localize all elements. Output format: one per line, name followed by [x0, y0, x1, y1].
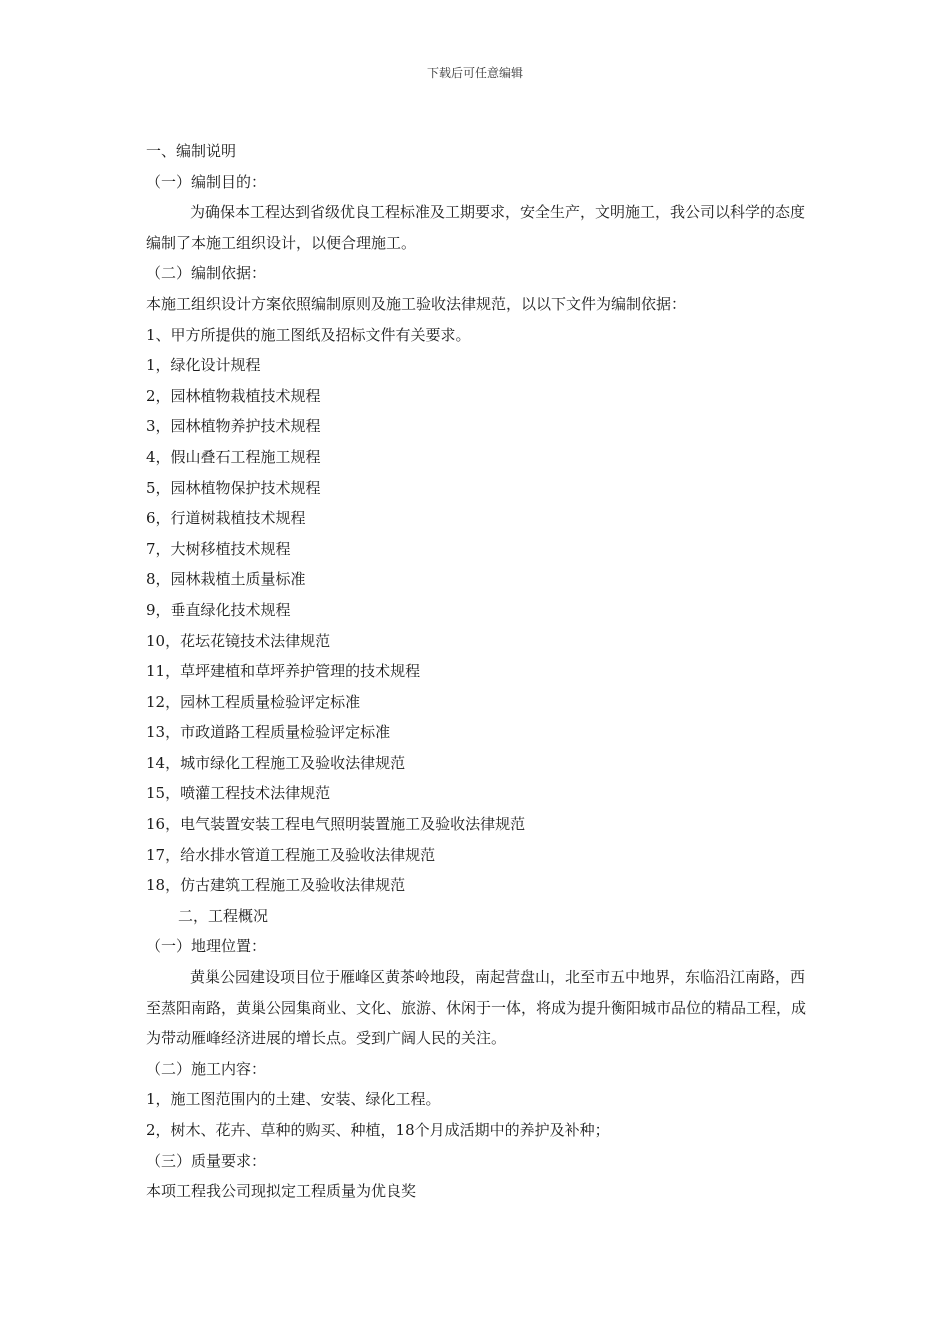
list-item: 1，施工图范围内的土建、安装、绿化工程。: [146, 1090, 441, 1109]
page-header-note: 下载后可任意编辑: [426, 66, 523, 80]
subsection-heading: （二）编制依据：: [146, 264, 267, 283]
section-title: 一、编制说明: [146, 142, 237, 160]
subsection-heading: （一）地理位置：: [146, 937, 267, 956]
section-title: 二，工程概况: [178, 906, 269, 925]
list-item: 1，绿化设计规程: [146, 356, 261, 375]
paragraph: 黄巢公园建设项目位于雁峰区黄茶岭地段，南起营盘山，北至市五中地界，东临沿江南路，西至蒸阳南路，黄巢公园集商业、文化、旅游、休闲于一体，将成为提升衡阳城市品位的精品工程，成为带动雁峰经济进展的增长点。受到广阔人民的关注。: [146, 968, 807, 1048]
subsection-heading: （三）质量要求：: [146, 1151, 267, 1170]
list-item: 7，大树移植技术规程: [146, 539, 291, 558]
subsection-heading: （一）编制目的：: [146, 172, 267, 191]
list-item: 18，仿古建筑工程施工及验收法律规范: [146, 876, 406, 895]
paragraph: 为确保本工程达到省级优良工程标准及工期要求，安全生产，文明施工，我公司以科学的态度编制了本施工组织设计，以便合理施工。: [146, 203, 806, 252]
list-item: 1、甲方所提供的施工图纸及招标文件有关要求。: [146, 325, 471, 344]
list-item: 9，垂直绿化技术规程: [146, 600, 291, 619]
list-item: 13，市政道路工程质量检验评定标准: [146, 723, 391, 742]
list-item: 5，园林植物保护技术规程: [146, 478, 321, 497]
paragraph: 本项工程我公司现拟定工程质量为优良奖: [146, 1182, 417, 1201]
list-item: 2，树木、花卉、草种的购买、种植，18个月成活期中的养护及补种；: [146, 1121, 610, 1139]
paragraph: 本施工组织设计方案依照编制原则及施工验收法律规范，以以下文件为编制依据：: [146, 294, 687, 313]
list-item: 10，花坛花镜技术法律规范: [146, 631, 331, 650]
list-item: 11，草坪建植和草坪养护管理的技术规程: [146, 662, 421, 681]
list-item: 17，给水排水管道工程施工及验收法律规范: [146, 845, 436, 864]
list-item: 8，园林栽植土质量标准: [146, 570, 306, 589]
list-item: 3，园林植物养护技术规程: [146, 417, 321, 436]
list-item: 4，假山叠石工程施工规程: [146, 447, 321, 466]
list-item: 2，园林植物栽植技术规程: [146, 386, 321, 405]
list-item: 15，喷灌工程技术法律规范: [146, 784, 331, 803]
list-item: 14，城市绿化工程施工及验收法律规范: [146, 753, 406, 772]
document-body: [146, 136, 806, 1207]
list-item: 12，园林工程质量检验评定标准: [146, 692, 361, 711]
list-item: 16，电气装置安装工程电气照明装置施工及验收法律规范: [146, 815, 526, 834]
subsection-heading: （二）施工内容：: [146, 1059, 267, 1078]
list-item: 6，行道树栽植技术规程: [146, 509, 306, 528]
